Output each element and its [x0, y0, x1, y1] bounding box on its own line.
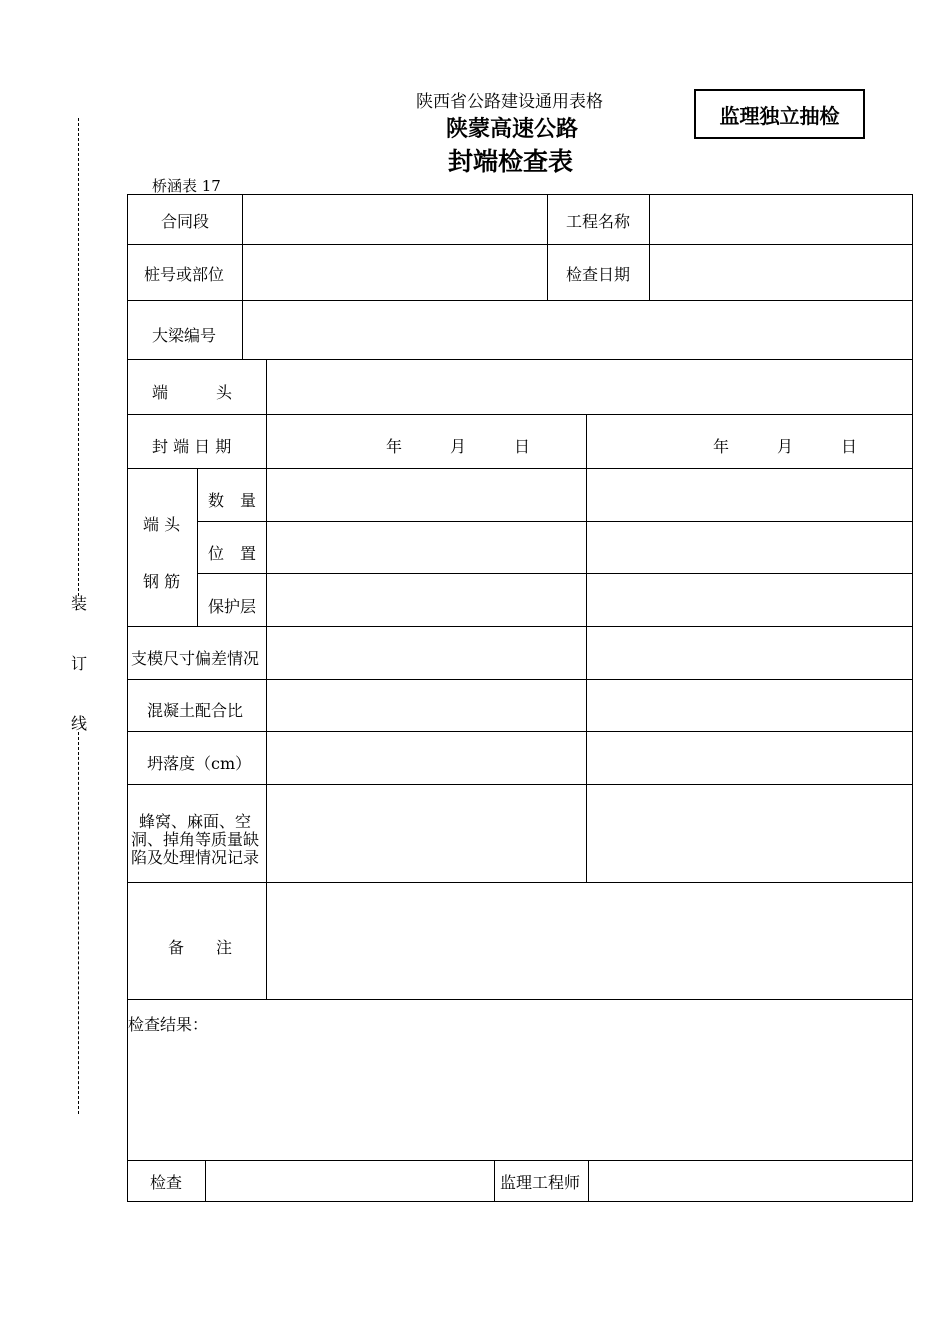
table-border-left: [127, 194, 128, 1201]
supervisor-label: 监理工程师: [500, 1173, 581, 1192]
col-line: [586, 414, 587, 882]
position-label: 位 置: [208, 544, 257, 563]
col-line: [242, 194, 243, 359]
col-line: [266, 359, 267, 999]
inspector-label: 检查: [150, 1173, 183, 1192]
concrete-mix-label: 混凝土配合比: [147, 701, 244, 720]
col-line: [494, 1160, 495, 1201]
row-line: [127, 1160, 913, 1161]
row-line: [127, 414, 913, 415]
project-title: 陕蒙高速公路: [446, 117, 579, 142]
station-label: 桩号或部位: [144, 265, 225, 284]
binding-char-2: 订: [71, 654, 88, 673]
cover-label: 保护层: [208, 597, 257, 616]
form-subtitle: 陕西省公路建设通用表格: [416, 92, 603, 112]
col-line: [588, 1160, 589, 1201]
row-line: [197, 521, 913, 522]
page-title: 封端检查表: [448, 147, 574, 176]
check-date-label: 检查日期: [566, 265, 631, 284]
project-name-label: 工程名称: [566, 212, 631, 231]
binding-char-3: 线: [71, 714, 88, 733]
defects-label-line-1: 蜂窝、麻面、空: [139, 812, 252, 831]
contract-label: 合同段: [161, 212, 210, 231]
col-line: [205, 1160, 206, 1201]
end-rebar-label-1: 端 头: [143, 515, 181, 534]
end-label: 端 头: [152, 383, 233, 402]
end-rebar-label-2: 钢 筋: [143, 572, 181, 591]
row-line: [127, 882, 913, 883]
table-border-top: [127, 194, 913, 195]
defects-label-line-2: 洞、掉角等质量缺: [131, 830, 260, 849]
seal-date-label: 封 端 日 期: [152, 437, 232, 456]
row-line: [127, 359, 913, 360]
slump-label: 坍落度（cm）: [147, 754, 252, 773]
row-line: [127, 244, 913, 245]
binding-line-top: [78, 118, 79, 596]
row-line: [197, 573, 913, 574]
binding-line-bottom: [78, 732, 79, 1114]
row-line: [127, 300, 913, 301]
seal-date-left-value: 年 月 日: [386, 437, 531, 456]
beam-number-label: 大梁编号: [152, 326, 217, 345]
row-line: [127, 784, 913, 785]
row-line: [127, 999, 913, 1000]
col-line: [649, 194, 650, 300]
seal-date-right-value: 年 月 日: [713, 437, 858, 456]
col-line: [547, 194, 548, 300]
row-line: [127, 679, 913, 680]
remarks-label: 备 注: [168, 938, 233, 957]
stamp-label: 监理独立抽检: [719, 104, 840, 128]
table-border-right: [912, 194, 913, 1201]
row-line: [127, 731, 913, 732]
col-line: [197, 468, 198, 626]
binding-char-1: 装: [71, 594, 88, 613]
form-number: 桥涵表 17: [152, 177, 221, 195]
row-line: [127, 626, 913, 627]
formwork-deviation-label: 支模尺寸偏差情况: [131, 649, 260, 668]
defects-label-line-3: 陷及处理情况记录: [131, 848, 260, 867]
result-label: 检查结果：: [128, 1015, 209, 1034]
table-border-bottom: [127, 1201, 913, 1202]
quantity-label: 数 量: [208, 491, 257, 510]
row-line: [127, 468, 913, 469]
